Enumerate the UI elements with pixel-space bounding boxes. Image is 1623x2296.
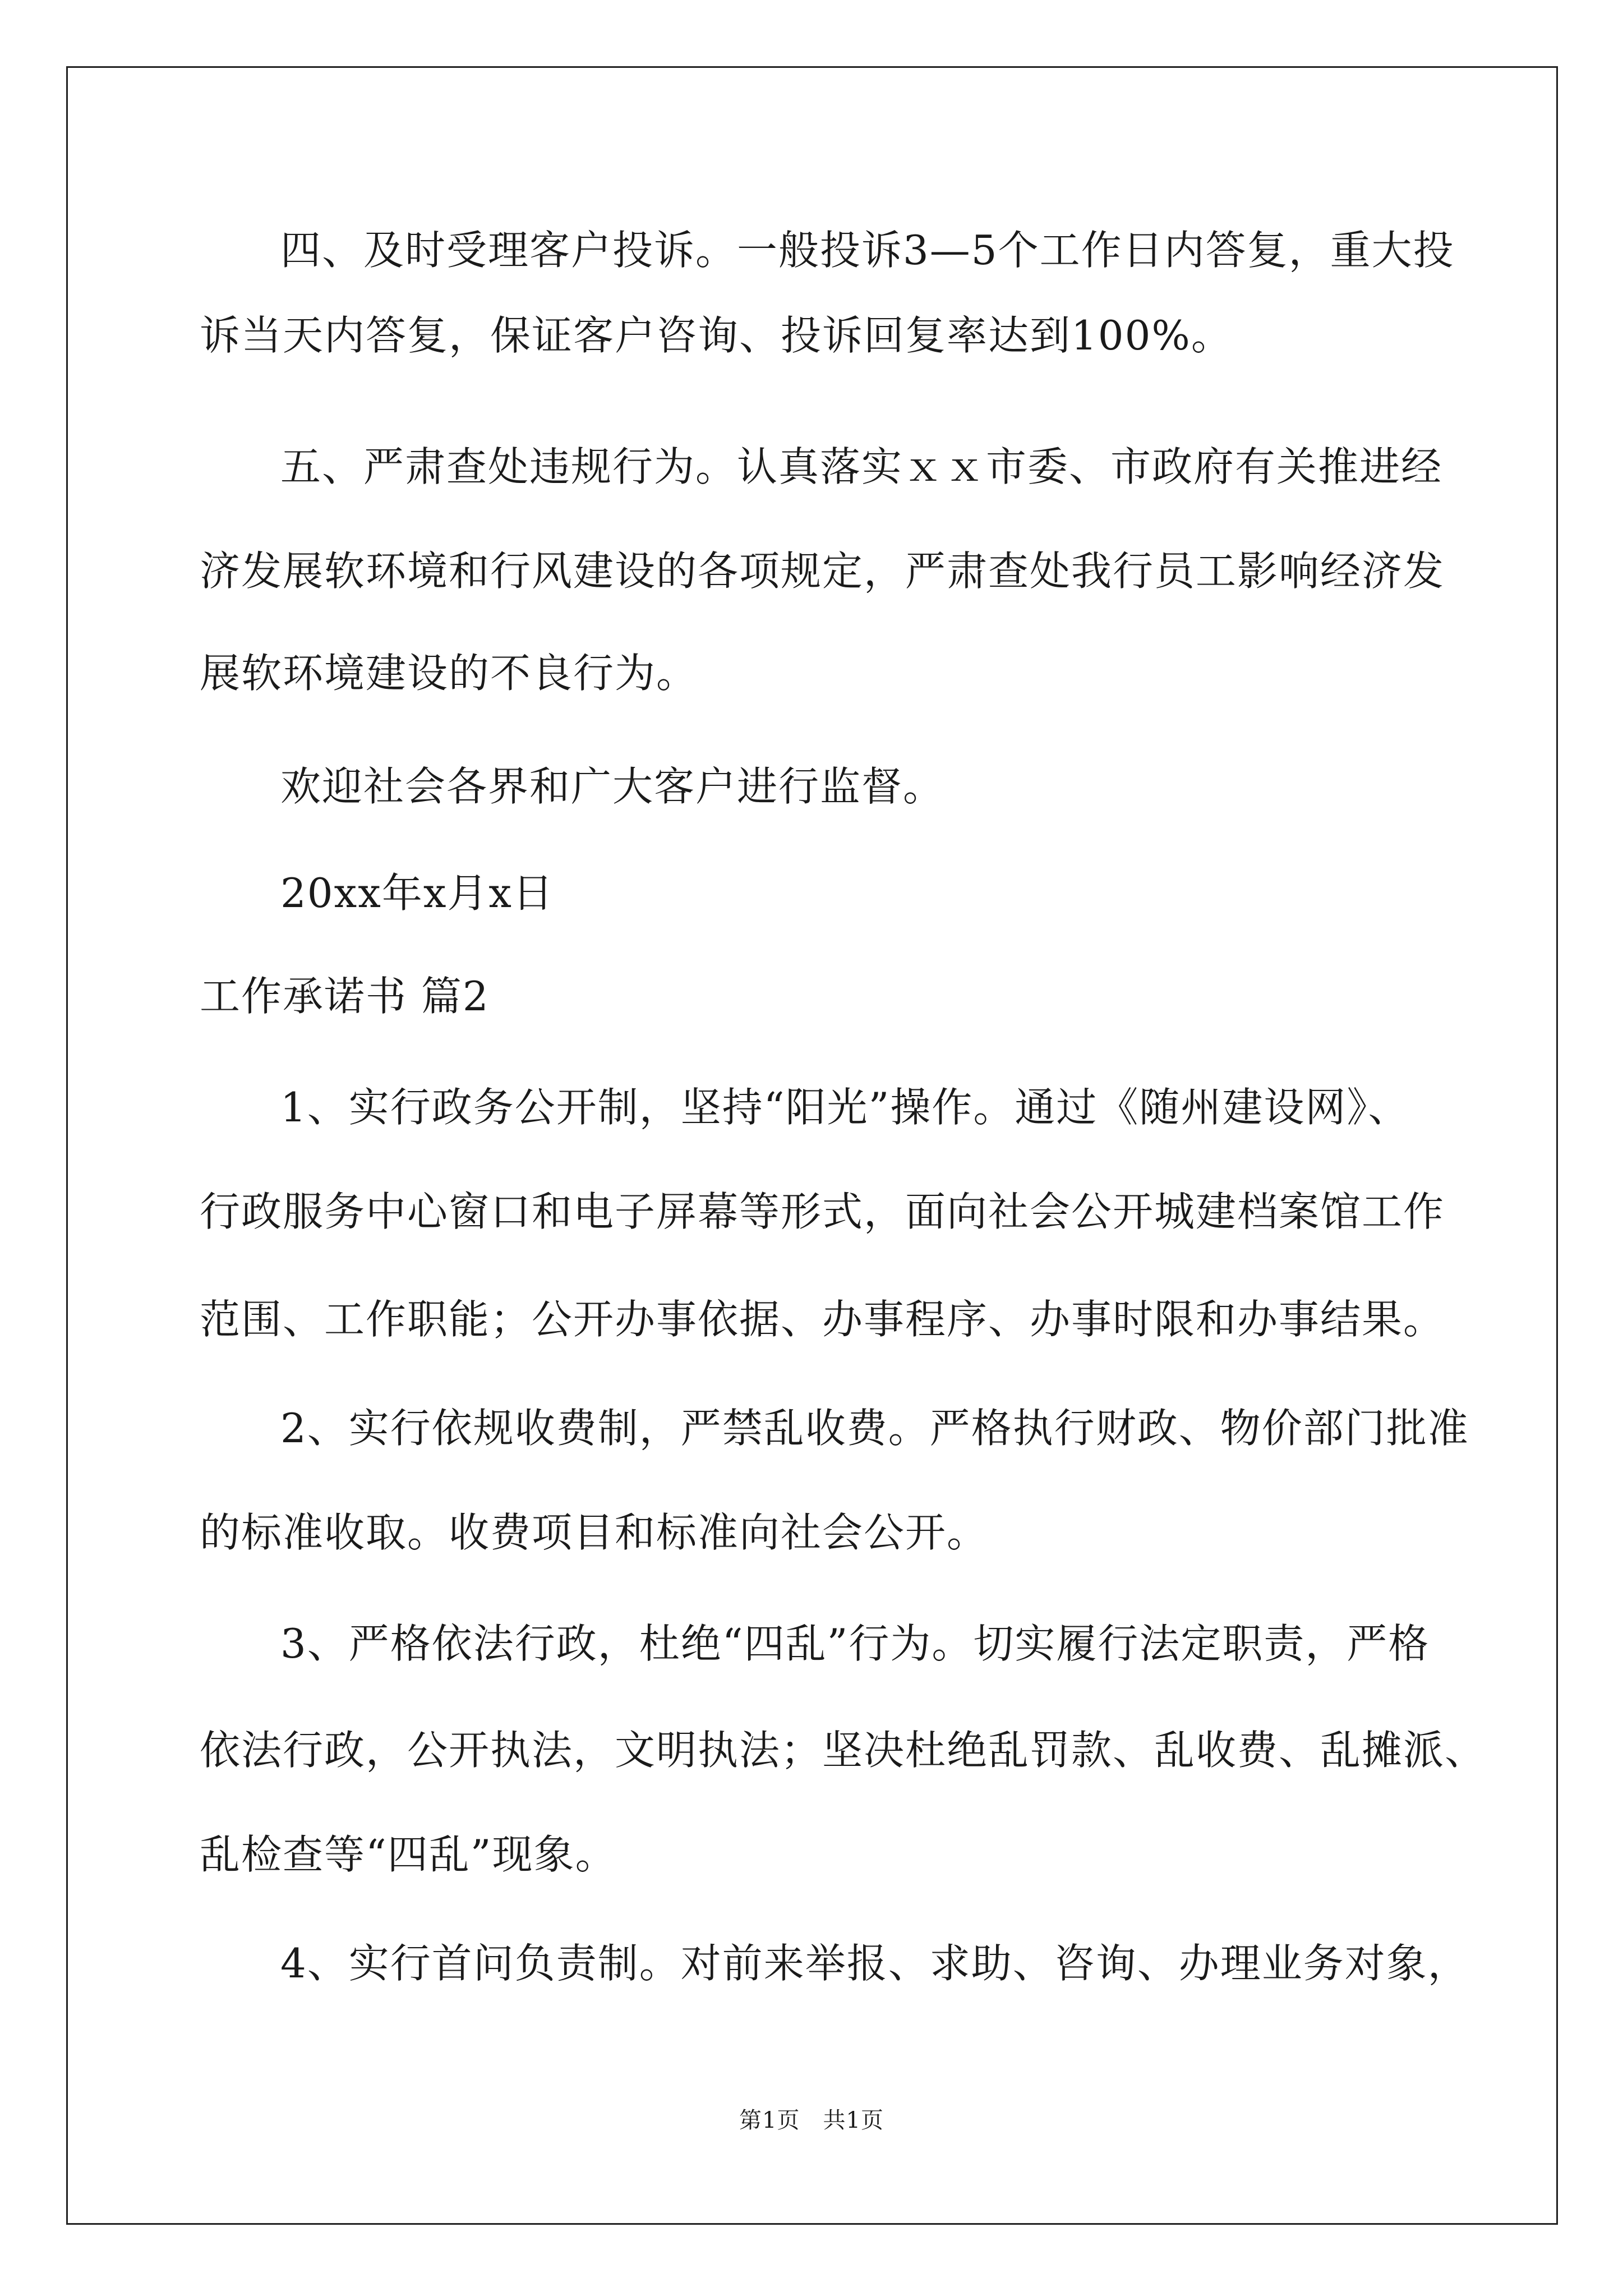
page-footer: 第1页 共1页 (739, 2108, 884, 2133)
paragraph-line: 2、实行依规收费制，严禁乱收费。严格执行财政、物价部门批准 (280, 1405, 1469, 1452)
paragraph-line: 3、严格依法行政，杜绝“四乱”行为。切实履行法定职责，严格 (280, 1620, 1430, 1667)
paragraph-line: 诉当天内答复，保证客户咨询、投诉回复率达到100%。 (200, 312, 1233, 359)
paragraph-line: 范围、工作职能；公开办事依据、办事程序、办事时限和办事结果。 (200, 1296, 1445, 1343)
paragraph-line: 行政服务中心窗口和电子屏幕等形式，面向社会公开城建档案馆工作 (200, 1188, 1445, 1235)
paragraph-line: 欢迎社会各界和广大客户进行监督。 (280, 763, 945, 810)
paragraph-line: 1、实行政务公开制，坚持“阳光”操作。通过《随州建设网》、 (280, 1084, 1410, 1131)
paragraph-line: 4、实行首问负责制。对前来举报、求助、咨询、办理业务对象， (280, 1940, 1469, 1987)
date-line: 20xx年x月x日 (280, 869, 555, 917)
paragraph-line: 四、及时受理客户投诉。一般投诉3—5个工作日内答复，重大投 (280, 227, 1455, 274)
paragraph-line: 依法行政，公开执法，文明执法；坚决杜绝乱罚款、乱收费、乱摊派、 (200, 1727, 1487, 1774)
page-border (66, 66, 1558, 2225)
paragraph-line: 五、严肃查处违规行为。认真落实ｘｘ市委、市政府有关推进经 (280, 443, 1443, 490)
paragraph-line: 乱检查等“四乱”现象。 (200, 1831, 617, 1878)
paragraph-line: 的标准收取。收费项目和标准向社会公开。 (200, 1509, 989, 1556)
paragraph-line: 展软环境建设的不良行为。 (200, 650, 698, 697)
paragraph-line: 济发展软环境和行风建设的各项规定，严肃查处我行员工影响经济发 (200, 547, 1445, 595)
section-heading: 工作承诺书 篇2 (200, 973, 490, 1020)
